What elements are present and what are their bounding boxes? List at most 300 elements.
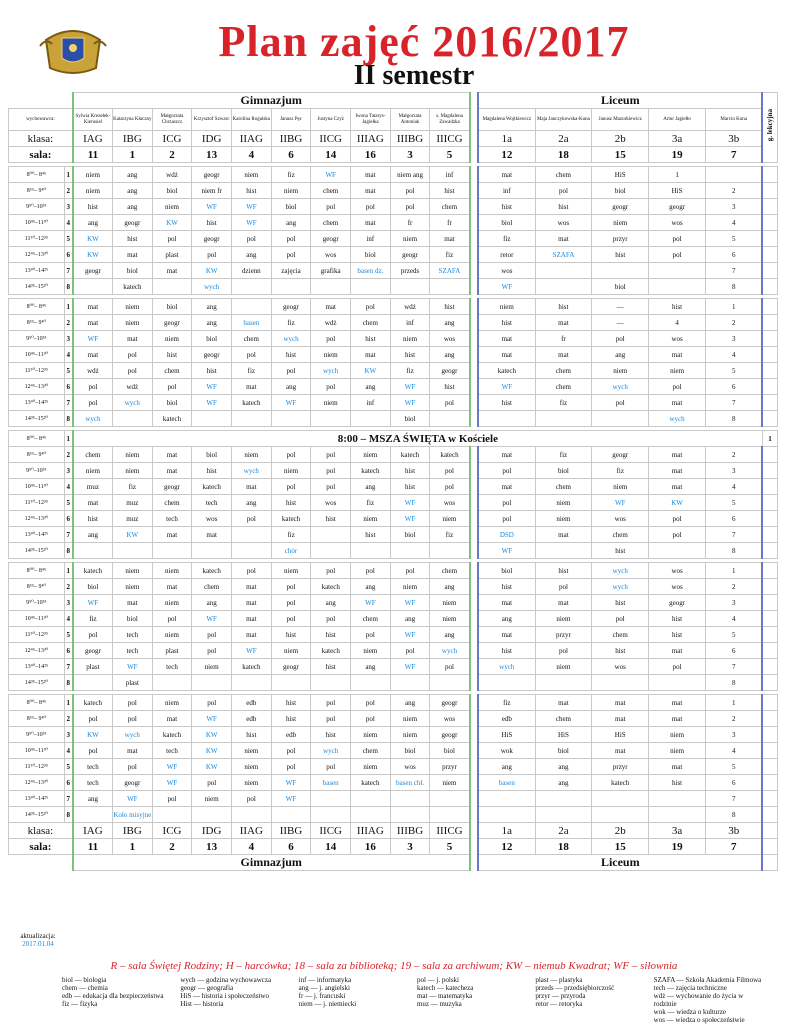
lesson-cell [271, 279, 311, 295]
lesson-cell: hist [311, 627, 351, 643]
lesson-cell: wych [649, 411, 706, 427]
lesson-cell: WF [390, 659, 430, 675]
lesson-cell: WF [192, 395, 232, 411]
lesson-time: 13⁴⁰–14²⁵ [9, 791, 65, 807]
lesson-time: 12⁴⁵–13³⁰ [9, 247, 65, 263]
lesson-cell: pol [649, 527, 706, 543]
lesson-cell [73, 675, 113, 691]
lesson-cell: 3 [706, 199, 763, 215]
key-entry: przeds — przedsiębiorczość [535, 984, 615, 992]
lesson-cell: pol [430, 463, 470, 479]
lesson-cell: ang [192, 315, 232, 331]
lesson-cell: geogr [311, 231, 351, 247]
lesson-time: 8⁵⁵– 9⁴⁰ [9, 579, 65, 595]
lesson-cell: pol [192, 643, 232, 659]
lesson-cell: muz [113, 511, 153, 527]
lesson-cell: niem [390, 711, 430, 727]
lesson-cell: 3 [706, 331, 763, 347]
lesson-cell: katech [232, 395, 272, 411]
lesson-cell: 6 [706, 643, 763, 659]
lesson-cell [192, 543, 232, 559]
lesson-number: 8 [64, 807, 73, 823]
lesson-cell: WF [271, 395, 311, 411]
lesson-cell: mat [478, 347, 535, 363]
lesson-cell: fiz [390, 363, 430, 379]
lesson-cell: pol [271, 759, 311, 775]
lesson-cell: mat [351, 347, 391, 363]
lesson-cell: basen chł. [390, 775, 430, 791]
lesson-cell: edb [232, 695, 272, 711]
lesson-cell: wych [271, 331, 311, 347]
lesson-cell [706, 167, 763, 183]
lesson-cell: tech [152, 511, 192, 527]
key-entry: chem — chemia [62, 984, 108, 992]
lesson-number [762, 807, 777, 823]
lesson-cell: wych [592, 563, 649, 579]
lesson-cell: mat [232, 595, 272, 611]
lesson-cell: niem [271, 563, 311, 579]
lesson-time: 9⁵⁰–10³⁵ [9, 199, 65, 215]
lesson-cell: niem [351, 447, 391, 463]
class-name: IDG [192, 823, 232, 839]
lesson-number: 7 [64, 263, 73, 279]
lesson-cell [192, 411, 232, 427]
lesson-cell: pol [390, 643, 430, 659]
lesson-cell: mat [649, 759, 706, 775]
lesson-cell: mat [113, 247, 153, 263]
lesson-cell: biol [478, 215, 535, 231]
lesson-cell: hist [649, 627, 706, 643]
lesson-cell: niem [152, 331, 192, 347]
lesson-cell: mat [113, 595, 153, 611]
room-number: 15 [592, 147, 649, 163]
lesson-cell: katech [478, 363, 535, 379]
lesson-number: 8 [64, 675, 73, 691]
wychowawca-label: wychowawca: [9, 109, 73, 131]
lesson-cell: fiz [535, 447, 592, 463]
lesson-cell: niem [271, 183, 311, 199]
lesson-cell: ang [535, 759, 592, 775]
lesson-cell: niem [271, 463, 311, 479]
lesson-number [762, 727, 777, 743]
abbreviation-keys [62, 976, 762, 1024]
lesson-cell: mat [535, 231, 592, 247]
key-entry: Hist — historia [180, 1000, 224, 1008]
lesson-cell: niem [152, 199, 192, 215]
room-number: 3 [390, 839, 430, 855]
lesson-cell: pol [311, 331, 351, 347]
lesson-cell: geogr [152, 315, 192, 331]
lesson-cell: biol [192, 447, 232, 463]
lesson-cell: katech [271, 511, 311, 527]
class-name: 2a [535, 131, 592, 147]
mass-time: 8⁰⁰– 8⁴⁵ [9, 431, 65, 447]
lesson-cell: 5 [706, 759, 763, 775]
page-title: Plan zajęć 2016/2017 [218, 17, 630, 66]
lesson-cell: 4 [706, 479, 763, 495]
lesson-cell [192, 807, 232, 823]
lesson-cell: ang [232, 247, 272, 263]
lesson-cell: pol [192, 775, 232, 791]
lesson-cell [311, 411, 351, 427]
lesson-cell: pol [271, 579, 311, 595]
lesson-cell: chem [351, 611, 391, 627]
lesson-cell: ang [430, 315, 470, 331]
lesson-cell: pol [271, 479, 311, 495]
lesson-cell: fiz [478, 695, 535, 711]
lesson-cell: wych [592, 579, 649, 595]
lesson-cell: 3 [706, 463, 763, 479]
lesson-cell: hist [592, 247, 649, 263]
room-number: 13 [192, 839, 232, 855]
lesson-cell: KW [192, 727, 232, 743]
lesson-cell: mat [152, 447, 192, 463]
key-entry: wdż — wychowanie do życia w rodzinie [653, 992, 744, 1008]
lesson-cell: tech [73, 759, 113, 775]
lesson-time: 9⁵⁰–10³⁵ [9, 595, 65, 611]
lesson-cell: hist [478, 395, 535, 411]
lesson-number: 3 [64, 331, 73, 347]
lesson-cell: WF [152, 759, 192, 775]
lesson-cell [478, 807, 535, 823]
lesson-cell: hist [478, 643, 535, 659]
class-name: IIICG [430, 823, 470, 839]
key-column [535, 976, 643, 1024]
lesson-cell: biol [152, 299, 192, 315]
lesson-number: 6 [64, 775, 73, 791]
lesson-cell: 7 [706, 527, 763, 543]
lesson-number: 1 [64, 695, 73, 711]
lesson-cell: pol [390, 199, 430, 215]
key-entry: fiz — fizyka [62, 1000, 98, 1008]
lesson-cell: WF [478, 279, 535, 295]
lesson-cell [535, 675, 592, 691]
lesson-cell: biol [478, 563, 535, 579]
lesson-cell: 2 [706, 315, 763, 331]
room-number: 7 [706, 839, 763, 855]
lesson-cell [152, 675, 192, 691]
lesson-cell: SZAFA [535, 247, 592, 263]
lesson-cell: pol [351, 299, 391, 315]
lesson-cell: hist [390, 479, 430, 495]
lesson-cell: biol [592, 183, 649, 199]
teacher-name: Małgorzata Chrzaszcz [152, 109, 192, 131]
lesson-cell [351, 411, 391, 427]
lesson-cell: wos [592, 659, 649, 675]
lesson-cell: ang [478, 611, 535, 627]
lesson-cell [390, 791, 430, 807]
lesson-cell [192, 675, 232, 691]
lesson-cell: — [592, 299, 649, 315]
lesson-cell [592, 263, 649, 279]
lesson-cell: chem [535, 711, 592, 727]
class-name: IIICG [430, 131, 470, 147]
lesson-cell: 2 [706, 711, 763, 727]
lesson-time: 8⁵⁵– 9⁴⁰ [9, 315, 65, 331]
lesson-number [762, 215, 777, 231]
lesson-cell: pol [351, 563, 391, 579]
lesson-cell: biol [430, 743, 470, 759]
room-number: 19 [649, 147, 706, 163]
lesson-cell: ang [430, 347, 470, 363]
lesson-cell: hist [478, 315, 535, 331]
lesson-cell: geogr [649, 595, 706, 611]
lesson-cell: mat [152, 263, 192, 279]
lesson-cell: ang [351, 579, 391, 595]
key-entry: ang — j. angielski [298, 984, 350, 992]
lekcyjna-label: g. lekcyjna [762, 93, 777, 163]
lesson-number: 5 [64, 363, 73, 379]
lesson-cell: pol [271, 247, 311, 263]
lesson-time: 11⁵⁰–12³⁵ [9, 231, 65, 247]
lesson-cell: WF [478, 543, 535, 559]
lesson-cell: pol [271, 743, 311, 759]
lesson-number [762, 167, 777, 183]
lesson-cell: KW [192, 759, 232, 775]
lesson-cell: pol [271, 231, 311, 247]
lesson-cell: WF [390, 395, 430, 411]
lesson-cell: biol [390, 527, 430, 543]
lesson-cell: pol [73, 627, 113, 643]
teacher-name: Justyna Czyż [311, 109, 351, 131]
lesson-cell: wdż [73, 363, 113, 379]
lesson-cell: wdż [311, 315, 351, 331]
lesson-time: 10⁴⁵–11³⁰ [9, 611, 65, 627]
lesson-cell: WF [390, 627, 430, 643]
key-column [417, 976, 525, 1024]
lesson-cell: pol [73, 711, 113, 727]
lesson-cell: wych [113, 727, 153, 743]
lesson-cell: pol [113, 363, 153, 379]
lesson-cell [535, 279, 592, 295]
lesson-cell: WF [232, 199, 272, 215]
room-number: 5 [430, 147, 470, 163]
lesson-cell: edb [232, 711, 272, 727]
lesson-cell: pol [351, 627, 391, 643]
lesson-cell: mat [535, 347, 592, 363]
room-number: 18 [535, 147, 592, 163]
lesson-cell [351, 279, 391, 295]
lesson-cell: hist [430, 299, 470, 315]
lesson-cell: pol [271, 447, 311, 463]
lesson-cell: WF [390, 511, 430, 527]
lesson-cell: niem [430, 595, 470, 611]
lesson-cell: katech [351, 463, 391, 479]
lesson-cell: mat [649, 695, 706, 711]
lesson-number: 4 [64, 611, 73, 627]
lesson-number: 7 [64, 659, 73, 675]
lesson-cell: niem [535, 495, 592, 511]
gimnazjum-footer: Gimnazjum [73, 855, 470, 871]
lesson-cell: tech [152, 743, 192, 759]
lesson-cell: hist [535, 563, 592, 579]
lesson-cell: wych [430, 643, 470, 659]
lesson-number: 1 [64, 563, 73, 579]
lesson-cell: chem [535, 363, 592, 379]
lesson-cell [271, 807, 311, 823]
lesson-cell: hist [649, 299, 706, 315]
lesson-cell: pol [649, 511, 706, 527]
lesson-cell: hist [592, 643, 649, 659]
lesson-cell: biol [113, 611, 153, 627]
lesson-cell [232, 675, 272, 691]
lesson-cell: 4 [706, 611, 763, 627]
lesson-number: 6 [64, 379, 73, 395]
lesson-number [762, 363, 777, 379]
lesson-cell: pol [152, 791, 192, 807]
lesson-cell: Koło misyjne [113, 807, 153, 823]
lesson-number: 4 [64, 347, 73, 363]
lesson-cell: hist [311, 511, 351, 527]
lesson-time: 8⁰⁰– 8⁴⁵ [9, 695, 65, 711]
lesson-cell: przyr [592, 231, 649, 247]
lesson-cell: niem fr [192, 183, 232, 199]
lesson-cell: hist [478, 199, 535, 215]
lesson-cell [311, 791, 351, 807]
lesson-cell [232, 279, 272, 295]
lesson-cell: pol [311, 711, 351, 727]
lesson-cell: ang [351, 659, 391, 675]
lesson-cell: niem [113, 299, 153, 315]
gimnazjum-header: Gimnazjum [73, 93, 470, 109]
lesson-cell: niem [649, 727, 706, 743]
lesson-cell: pol [113, 759, 153, 775]
lesson-cell: pol [390, 183, 430, 199]
lesson-cell: WF [113, 659, 153, 675]
lesson-cell: ang [390, 695, 430, 711]
room-number: 3 [390, 147, 430, 163]
lesson-cell [535, 807, 592, 823]
key-entry: katech — katecheza [416, 984, 474, 992]
lesson-cell: mat [649, 347, 706, 363]
lesson-cell: chór [271, 543, 311, 559]
lesson-time: 13⁴⁰–14²⁵ [9, 659, 65, 675]
lesson-cell [113, 543, 153, 559]
class-name: 2b [592, 823, 649, 839]
key-entry: wych — godzina wychowawcza [180, 976, 272, 984]
lesson-cell [430, 675, 470, 691]
lesson-cell: mat [232, 379, 272, 395]
room-number: 2 [152, 147, 192, 163]
lesson-cell: ang [311, 595, 351, 611]
lesson-cell: retor [478, 247, 535, 263]
lesson-cell: WF [73, 595, 113, 611]
lesson-time: 8⁵⁵– 9⁴⁰ [9, 447, 65, 463]
lesson-cell: mat [152, 527, 192, 543]
lesson-cell: hist [390, 347, 430, 363]
lesson-cell: niem [311, 347, 351, 363]
lesson-cell: wdż [152, 167, 192, 183]
lesson-cell: biol [152, 395, 192, 411]
lesson-cell: ang [73, 791, 113, 807]
lesson-cell: hist [192, 463, 232, 479]
class-name: IIIBG [390, 823, 430, 839]
lesson-cell: przyr [430, 759, 470, 775]
lesson-cell: pol [649, 247, 706, 263]
lesson-time: 12⁴⁵–13³⁰ [9, 775, 65, 791]
lesson-cell: biol [390, 743, 430, 759]
lesson-cell: mat [535, 695, 592, 711]
lesson-cell: katech [152, 727, 192, 743]
teacher-name: Krzysztof Szwarc [192, 109, 232, 131]
lesson-cell [649, 791, 706, 807]
liceum-footer: Liceum [478, 855, 762, 871]
lesson-cell: niem [351, 643, 391, 659]
lesson-cell: 4 [706, 347, 763, 363]
key-entry: wok — wiedza o kulturze [653, 1008, 726, 1016]
lesson-number [762, 675, 777, 691]
lesson-cell: chem [535, 379, 592, 395]
lesson-cell: wos [649, 215, 706, 231]
lesson-number [762, 643, 777, 659]
room-number: 14 [311, 839, 351, 855]
lesson-cell: katech [430, 447, 470, 463]
lesson-cell: mat [351, 167, 391, 183]
lesson-cell: hist [232, 727, 272, 743]
lesson-cell: pol [232, 791, 272, 807]
lesson-cell: pol [430, 395, 470, 411]
key-entry: geogr — geografia [180, 984, 234, 992]
lesson-cell [232, 299, 272, 315]
room-number: 4 [232, 839, 272, 855]
lesson-number [762, 447, 777, 463]
lesson-number: 3 [64, 199, 73, 215]
lesson-cell: pol [311, 695, 351, 711]
lesson-cell: 5 [706, 495, 763, 511]
lesson-time: 9⁵⁰–10³⁵ [9, 463, 65, 479]
lesson-time: 11⁵⁰–12³⁵ [9, 363, 65, 379]
lesson-cell: wos [430, 331, 470, 347]
class-name: IIIBG [390, 131, 430, 147]
key-entry: SZAFA — Szkoła Akademia Filmowa [653, 976, 762, 984]
lesson-cell: 6 [706, 775, 763, 791]
lesson-cell: hist [271, 695, 311, 711]
lesson-cell: pol [311, 759, 351, 775]
lesson-cell: niem [430, 611, 470, 627]
lesson-cell: hist [271, 627, 311, 643]
lesson-cell: katech [73, 563, 113, 579]
lesson-cell: mat [478, 167, 535, 183]
lesson-cell: ang [351, 479, 391, 495]
lesson-cell: pol [311, 199, 351, 215]
lesson-number [762, 379, 777, 395]
teacher-name: Karolina Rogalska [232, 109, 272, 131]
lesson-cell: tech [73, 775, 113, 791]
lesson-number [762, 511, 777, 527]
lesson-cell [311, 675, 351, 691]
lesson-cell [535, 543, 592, 559]
lesson-number [762, 527, 777, 543]
lesson-cell: niem [592, 479, 649, 495]
lesson-cell: pol [271, 595, 311, 611]
teacher-name: Janusz Pęc [271, 109, 311, 131]
lesson-cell [152, 543, 192, 559]
room-number: 5 [430, 839, 470, 855]
lesson-cell: WF [390, 495, 430, 511]
lesson-cell: geogr [73, 643, 113, 659]
room-number: 4 [232, 147, 272, 163]
update-date: 2017.01.04 [22, 940, 54, 948]
lesson-cell: pol [73, 395, 113, 411]
lesson-cell: 2 [706, 579, 763, 595]
lesson-cell: WF [192, 611, 232, 627]
lesson-cell: ang [113, 167, 153, 183]
lesson-cell: biol [592, 279, 649, 295]
lesson-cell: mat [351, 215, 391, 231]
lesson-number: 8 [64, 411, 73, 427]
lesson-cell: ang [113, 183, 153, 199]
lesson-cell: KW [73, 231, 113, 247]
